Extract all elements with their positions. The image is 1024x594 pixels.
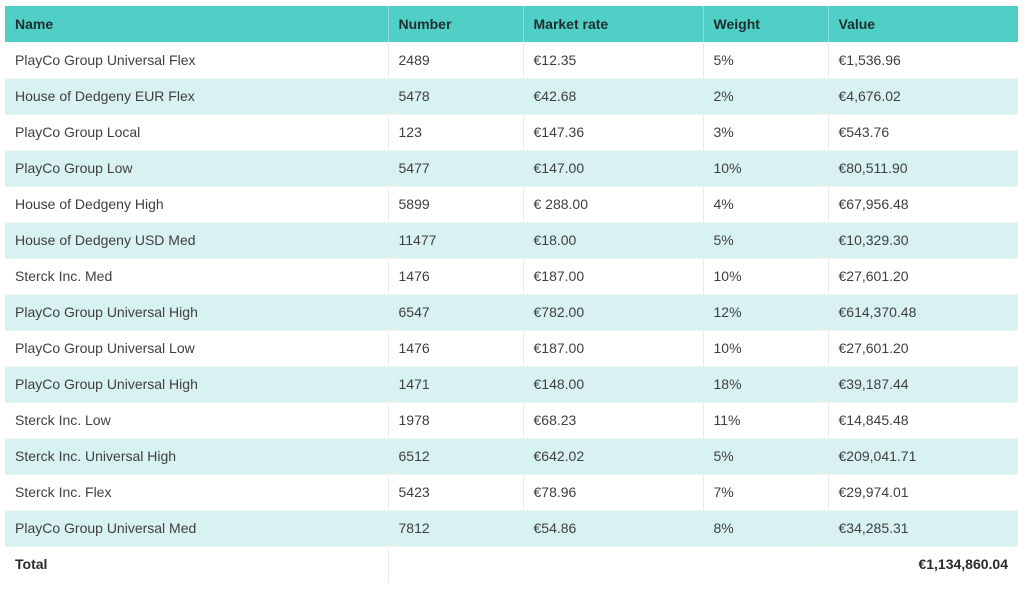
cell-weight: 18% [703, 366, 828, 402]
column-header-name[interactable]: Name [5, 6, 388, 42]
column-header-number[interactable]: Number [388, 6, 523, 42]
cell-value: €4,676.02 [828, 78, 1018, 114]
cell-number: 7812 [388, 510, 523, 546]
cell-value: €543.76 [828, 114, 1018, 150]
total-value: €1,134,860.04 [918, 556, 1008, 573]
cell-market-rate: €187.00 [523, 258, 703, 294]
cell-name: PlayCo Group Low [5, 150, 388, 186]
cell-weight: 11% [703, 402, 828, 438]
cell-value: €27,601.20 [828, 258, 1018, 294]
total-label: Total [5, 546, 388, 582]
table-row[interactable] [5, 258, 1018, 294]
cell-name: Sterck Inc. Universal High [5, 438, 388, 474]
table-row[interactable] [5, 366, 1018, 402]
cell-name: PlayCo Group Universal High [5, 294, 388, 330]
cell-name: Sterck Inc. Med [5, 258, 388, 294]
table-row[interactable] [5, 186, 1018, 222]
cell-number: 5423 [388, 474, 523, 510]
column-header-market-rate[interactable]: Market rate [523, 6, 703, 42]
cell-number: 1471 [388, 366, 523, 402]
cell-weight: 2% [703, 78, 828, 114]
cell-weight: 7% [703, 474, 828, 510]
cell-weight: 10% [703, 150, 828, 186]
table-row[interactable] [5, 330, 1018, 366]
table-row[interactable] [5, 42, 1018, 78]
cell-weight: 8% [703, 510, 828, 546]
table-row[interactable] [5, 510, 1018, 546]
cell-number: 1476 [388, 258, 523, 294]
cell-number: 6547 [388, 294, 523, 330]
cell-name: PlayCo Group Universal Med [5, 510, 388, 546]
cell-name: Sterck Inc. Flex [5, 474, 388, 510]
cell-weight: 10% [703, 330, 828, 366]
table-row[interactable] [5, 438, 1018, 474]
cell-number: 1978 [388, 402, 523, 438]
column-header-value[interactable]: Value [838, 16, 876, 32]
cell-value: €39,187.44 [828, 366, 1018, 402]
cell-name: PlayCo Group Universal High [5, 366, 388, 402]
cell-market-rate: €12.35 [523, 42, 703, 78]
table-header [5, 6, 1018, 42]
cell-weight: 3% [703, 114, 828, 150]
table-body [5, 42, 1018, 546]
cell-market-rate: €147.00 [523, 150, 703, 186]
cell-name: House of Dedgeny High [5, 186, 388, 222]
cell-value: €614,370.48 [828, 294, 1018, 330]
cell-weight: 4% [703, 186, 828, 222]
table-row[interactable] [5, 402, 1018, 438]
cell-name: PlayCo Group Universal Flex [5, 42, 388, 78]
table-row[interactable] [5, 294, 1018, 330]
header-row [5, 6, 1018, 42]
cell-value: €34,285.31 [828, 510, 1018, 546]
table-row[interactable] [5, 114, 1018, 150]
cell-value: €1,536.96 [828, 42, 1018, 78]
table-footer [5, 546, 1018, 582]
cell-market-rate: €147.36 [523, 114, 703, 150]
cell-market-rate: €187.00 [523, 330, 703, 366]
table-row[interactable] [5, 474, 1018, 510]
cell-market-rate: €18.00 [523, 222, 703, 258]
cell-market-rate: €148.00 [523, 366, 703, 402]
cell-market-rate: €782.00 [523, 294, 703, 330]
cell-name: House of Dedgeny USD Med [5, 222, 388, 258]
cell-market-rate: €54.86 [523, 510, 703, 546]
cell-name: PlayCo Group Universal Low [5, 330, 388, 366]
cell-name: House of Dedgeny EUR Flex [5, 78, 388, 114]
column-header-weight[interactable]: Weight [703, 6, 828, 42]
cell-number: 123 [388, 114, 523, 150]
cell-number: 11477 [388, 222, 523, 258]
cell-number: 5478 [388, 78, 523, 114]
cell-number: 6512 [388, 438, 523, 474]
total-row [5, 546, 1018, 582]
cell-number: 2489 [388, 42, 523, 78]
holdings-table-container [5, 6, 1018, 582]
cell-name: PlayCo Group Local [5, 114, 388, 150]
cell-number: 5477 [388, 150, 523, 186]
cell-value: €27,601.20 [828, 330, 1018, 366]
cell-name: Sterck Inc. Low [5, 402, 388, 438]
cell-weight: 5% [703, 222, 828, 258]
cell-weight: 5% [703, 438, 828, 474]
cell-number: 5899 [388, 186, 523, 222]
cell-value: €209,041.71 [828, 438, 1018, 474]
table-row[interactable] [5, 150, 1018, 186]
cell-weight: 5% [703, 42, 828, 78]
cell-market-rate: €42.68 [523, 78, 703, 114]
holdings-table [5, 6, 1018, 582]
cell-weight: 12% [703, 294, 828, 330]
cell-market-rate: €78.96 [523, 474, 703, 510]
table-row[interactable] [5, 78, 1018, 114]
table-row[interactable] [5, 222, 1018, 258]
cell-value: €14,845.48 [828, 402, 1018, 438]
cell-value: €10,329.30 [828, 222, 1018, 258]
cell-market-rate: € 288.00 [523, 186, 703, 222]
cell-number: 1476 [388, 330, 523, 366]
cell-value: €67,956.48 [828, 186, 1018, 222]
cell-weight: 10% [703, 258, 828, 294]
cell-market-rate: €68.23 [523, 402, 703, 438]
cell-market-rate: €642.02 [523, 438, 703, 474]
cell-value: €80,511.90 [828, 150, 1018, 186]
cell-value: €29,974.01 [828, 474, 1018, 510]
